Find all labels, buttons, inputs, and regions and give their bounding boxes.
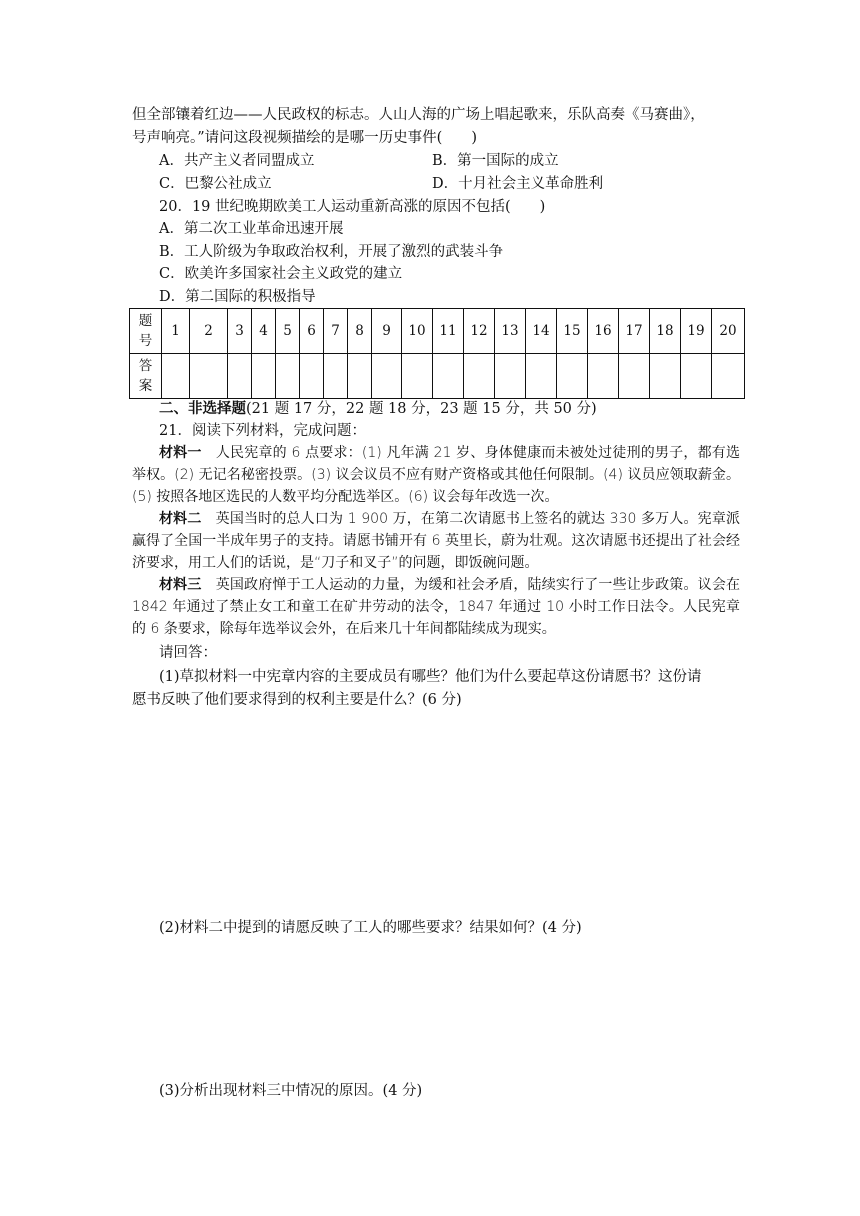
q20-option-d: D．第二国际的积极指导 bbox=[159, 289, 316, 305]
answer-cell[interactable] bbox=[526, 354, 557, 399]
number-cell: 3 bbox=[228, 309, 252, 354]
answer-cell[interactable] bbox=[252, 354, 276, 399]
material-3 bbox=[132, 574, 740, 640]
answer-header-cell bbox=[130, 354, 162, 399]
answer-cell[interactable] bbox=[588, 354, 619, 399]
q19-stem-line1: 但全部镶着红边——人民政权的标志。人山人海的广场上唱起歌来，乐队高奏《马赛曲》， bbox=[132, 107, 705, 123]
answer-cell[interactable] bbox=[228, 354, 252, 399]
answer-cell[interactable] bbox=[372, 354, 402, 399]
answer-cell[interactable] bbox=[324, 354, 348, 399]
q19-option-c: C．巴黎公社成立 bbox=[159, 176, 272, 192]
number-header-top: 题 bbox=[138, 313, 153, 329]
number-cell: 13 bbox=[495, 309, 526, 354]
material-2 bbox=[132, 508, 740, 574]
material-1-text: 人民宪章的 6 点要求：(1) 凡年满 21 岁、身体健康而未被处过徒刑的男子，都有选举权。(2) 无记名秘密投票。(3) 议会议员不应有财产资格或其他任何限制。(4) 议员应领取薪金。(5) 按照各地区选民的人数平均分配选举区。(6) 议会每年改选一次。 bbox=[132, 445, 741, 505]
answer-cell[interactable] bbox=[650, 354, 681, 399]
subquestion-3: (3)分析出现材料三中情况的原因。(4 分) bbox=[159, 1083, 423, 1099]
number-cell: 6 bbox=[300, 309, 324, 354]
material-2-label: 材料二 bbox=[159, 511, 202, 527]
number-cell: 11 bbox=[433, 309, 464, 354]
answer-cell[interactable] bbox=[464, 354, 495, 399]
q20-option-c: C．欧美许多国家社会主义政党的建立 bbox=[159, 266, 403, 282]
number-header-cell bbox=[130, 309, 162, 354]
answer-cell[interactable] bbox=[681, 354, 712, 399]
answer-cell[interactable] bbox=[300, 354, 324, 399]
section-score-note: (21 题 17 分，22 题 18 分，23 题 15 分，共 50 分) bbox=[246, 401, 597, 417]
answer-cell[interactable] bbox=[402, 354, 433, 399]
answer-cell[interactable] bbox=[712, 354, 745, 399]
answer-cell[interactable] bbox=[276, 354, 300, 399]
number-cell: 5 bbox=[276, 309, 300, 354]
subquestion-1-line2: 愿书反映了他们要求得到的权利主要是什么？(6 分) bbox=[132, 692, 462, 708]
answer-prompt: 请回答： bbox=[159, 645, 217, 661]
answer-cell[interactable] bbox=[348, 354, 372, 399]
number-cell: 12 bbox=[464, 309, 495, 354]
number-cell: 15 bbox=[557, 309, 588, 354]
q19-option-b: B．第一国际的成立 bbox=[432, 153, 559, 169]
section-heading bbox=[159, 398, 597, 420]
number-cell: 2 bbox=[190, 309, 228, 354]
number-cell: 10 bbox=[402, 309, 433, 354]
answer-header-top: 答 bbox=[138, 358, 153, 374]
answer-cell[interactable] bbox=[495, 354, 526, 399]
subquestion-1-line1: (1)草拟材料一中宪章内容的主要成员有哪些？他们为什么要起草这份请愿书？这份请 bbox=[159, 669, 702, 685]
answer-cell[interactable] bbox=[433, 354, 464, 399]
section-title: 二、非选择题 bbox=[159, 400, 246, 417]
number-cell: 4 bbox=[252, 309, 276, 354]
number-cell: 14 bbox=[526, 309, 557, 354]
answer-table-answer-row bbox=[130, 354, 745, 399]
number-cell: 7 bbox=[324, 309, 348, 354]
material-2-text: 英国当时的总人口为 1 900 万，在第二次请愿书上签名的就达 330 多万人。宪章派赢得了全国一半成年男子的支持。请愿书铺开有 6 英里长，蔚为壮观。这次请愿书还提出了社会经济要求，用工人们的话说，是“刀子和叉子”的问题，即饭碗问题。 bbox=[132, 511, 740, 571]
subquestion-2: (2)材料二中提到的请愿反映了工人的哪些要求？结果如何？(4 分) bbox=[159, 920, 582, 936]
answer-cell[interactable] bbox=[190, 354, 228, 399]
number-cell: 18 bbox=[650, 309, 681, 354]
q19-option-a: A．共产主义者同盟成立 bbox=[159, 153, 315, 169]
q20-option-b: B．工人阶级为争取政治权利，开展了激烈的武装斗争 bbox=[159, 244, 504, 260]
q20-stem: 20．19 世纪晚期欧美工人运动重新高涨的原因不包括( ) bbox=[159, 199, 546, 215]
answer-table bbox=[129, 308, 745, 399]
q20-option-a: A．第二次工业革命迅速开展 bbox=[159, 221, 344, 237]
number-cell: 1 bbox=[162, 309, 190, 354]
number-cell: 16 bbox=[588, 309, 619, 354]
number-cell: 20 bbox=[712, 309, 745, 354]
q19-stem-line2: 号声响亮。”请问这段视频描绘的是哪一历史事件( ) bbox=[132, 130, 477, 146]
number-cell: 8 bbox=[348, 309, 372, 354]
material-3-text: 英国政府惮于工人运动的力量，为缓和社会矛盾，陆续实行了一些让步政策。议会在 1842 年通过了禁止女工和童工在矿井劳动的法令，1847 年通过 10 小时工作日法令。人民宪章的 6 条要求，除每年选举议会外，在后来几十年间都陆续成为现实。 bbox=[132, 577, 741, 637]
material-1-label: 材料一 bbox=[159, 445, 202, 461]
answer-table-number-row bbox=[130, 309, 745, 354]
q21-stem: 21．阅读下列材料，完成问题： bbox=[159, 423, 366, 439]
q19-option-d: D．十月社会主义革命胜利 bbox=[432, 176, 604, 192]
answer-cell[interactable] bbox=[162, 354, 190, 399]
material-1 bbox=[132, 442, 740, 508]
answer-cell[interactable] bbox=[619, 354, 650, 399]
material-3-label: 材料三 bbox=[159, 577, 202, 593]
number-cell: 9 bbox=[372, 309, 402, 354]
number-header-bottom: 号 bbox=[138, 333, 153, 349]
answer-cell[interactable] bbox=[557, 354, 588, 399]
number-cell: 19 bbox=[681, 309, 712, 354]
answer-header-bottom: 案 bbox=[138, 378, 153, 394]
number-cell: 17 bbox=[619, 309, 650, 354]
